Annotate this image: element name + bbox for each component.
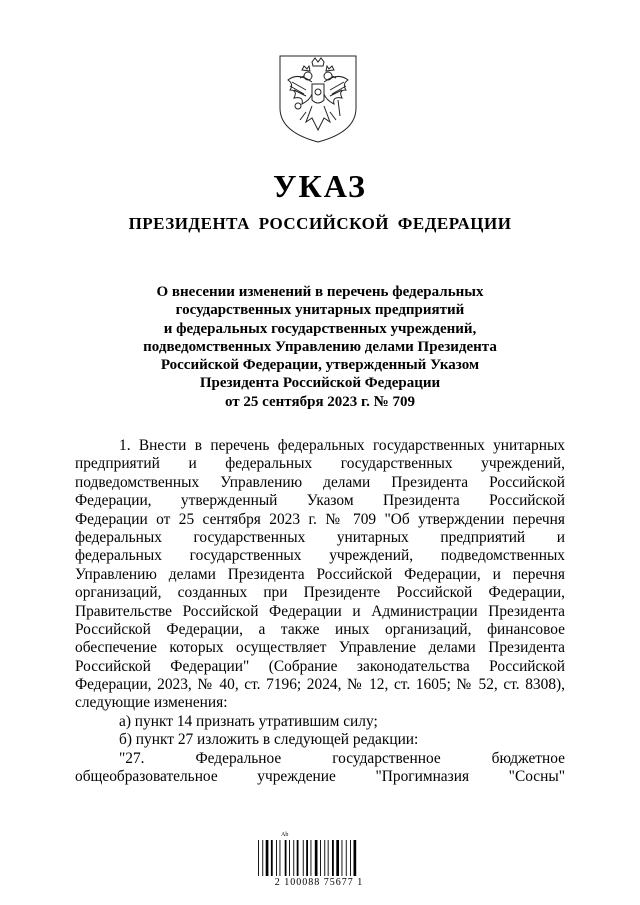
body-line: Управлению делами Президента Российской Федерации, и перечня: [75, 565, 565, 583]
barcode-bar: [342, 840, 343, 876]
body-line: Российской Федерации" (Собрание законодательства Российской: [75, 657, 565, 675]
body-line: Российской Федерации, а также иных организаций, финансовое: [75, 620, 565, 638]
document-subtitle: ПРЕЗИДЕНТА РОССИЙСКОЙ ФЕДЕРАЦИИ: [128, 214, 512, 233]
subject-line: государственных унитарных предприятий: [175, 302, 465, 319]
subject-line: и федеральных государственных учреждений,: [163, 320, 477, 337]
body-line: Правительстве Российской Федерации и Администрации Президента: [75, 602, 565, 620]
subject-line: от 25 сентября 2023 г. № 709: [225, 393, 415, 410]
barcode-icon: [254, 840, 384, 878]
barcode-bar: [346, 840, 347, 876]
decree-subject: [110, 283, 530, 411]
barcode-bar: [332, 840, 334, 876]
barcode-number: 2 100088 75677 1: [274, 877, 364, 888]
document-title: УКАЗ: [273, 168, 367, 204]
barcode-bar: [328, 840, 329, 876]
subject-line: Российской Федерации, утвержденный Указом: [160, 357, 480, 374]
barcode-bar: [315, 840, 318, 876]
body-line: Федерации, утвержденный Указом Президента Российской: [75, 492, 565, 510]
barcode-bar: [303, 840, 304, 876]
barcode-bar: [320, 840, 321, 876]
barcode-bar: [266, 840, 269, 876]
body-line: федеральных государственных учреждений, подведомственных: [75, 547, 565, 565]
coat-of-arms-icon: [276, 50, 360, 146]
body-line: следующие изменения:: [75, 694, 228, 712]
barcode-bar: [311, 840, 312, 876]
body-line: подведомственных Управлению делами Президента Российской: [75, 473, 565, 491]
barcode-bar: [297, 840, 299, 876]
subject-line: Президента Российской Федерации: [199, 375, 441, 392]
body-line: предприятий и федеральных государственных учреждений,: [75, 455, 565, 473]
barcode-bar: [280, 840, 281, 876]
body-line: 1. Внести в перечень федеральных государственных унитарных: [119, 437, 565, 454]
stamp-mark: Ab: [281, 832, 289, 838]
barcode-bar: [350, 840, 351, 876]
body-line: "27. Федеральное государственное бюджетное: [119, 749, 565, 767]
body-line: Федерации от 25 сентября 2023 г. № 709 "Об утверждении перечня: [75, 510, 565, 528]
subject-line: подведомственных Управлению делами Президента: [143, 338, 497, 355]
subject-line: О внесении изменений в перечень федеральных: [156, 284, 484, 300]
barcode-bar: [324, 840, 325, 876]
barcode-bar: [271, 840, 273, 876]
body-line: федеральных государственных унитарных предприятий и: [75, 528, 565, 546]
barcode-bar: [354, 840, 357, 876]
body-line: обеспечение которых осуществляет Управление делами Президента: [75, 639, 565, 657]
barcode-bar: [276, 840, 277, 876]
decree-body: [75, 437, 565, 786]
barcode-bar: [293, 840, 294, 876]
barcode-bar: [289, 840, 290, 876]
barcode-bar: [306, 840, 308, 876]
body-line: а) пункт 14 признать утратившим силу;: [119, 712, 378, 730]
body-line: общеобразовательное учреждение "Прогимназия "Сосны": [75, 768, 565, 786]
barcode-bar: [258, 840, 259, 876]
barcode-bar: [285, 840, 287, 876]
body-line: организаций, созданных при Президенте Российской Федерации,: [75, 584, 565, 602]
barcode-bar: [336, 840, 339, 876]
body-line: б) пункт 27 изложить в следующей редакции:: [119, 731, 419, 749]
barcode-bar: [262, 840, 263, 876]
body-line: Федерации, 2023, № 40, ст. 7196; 2024, № 12, ст. 1605; № 52, ст. 8308),: [75, 676, 565, 694]
